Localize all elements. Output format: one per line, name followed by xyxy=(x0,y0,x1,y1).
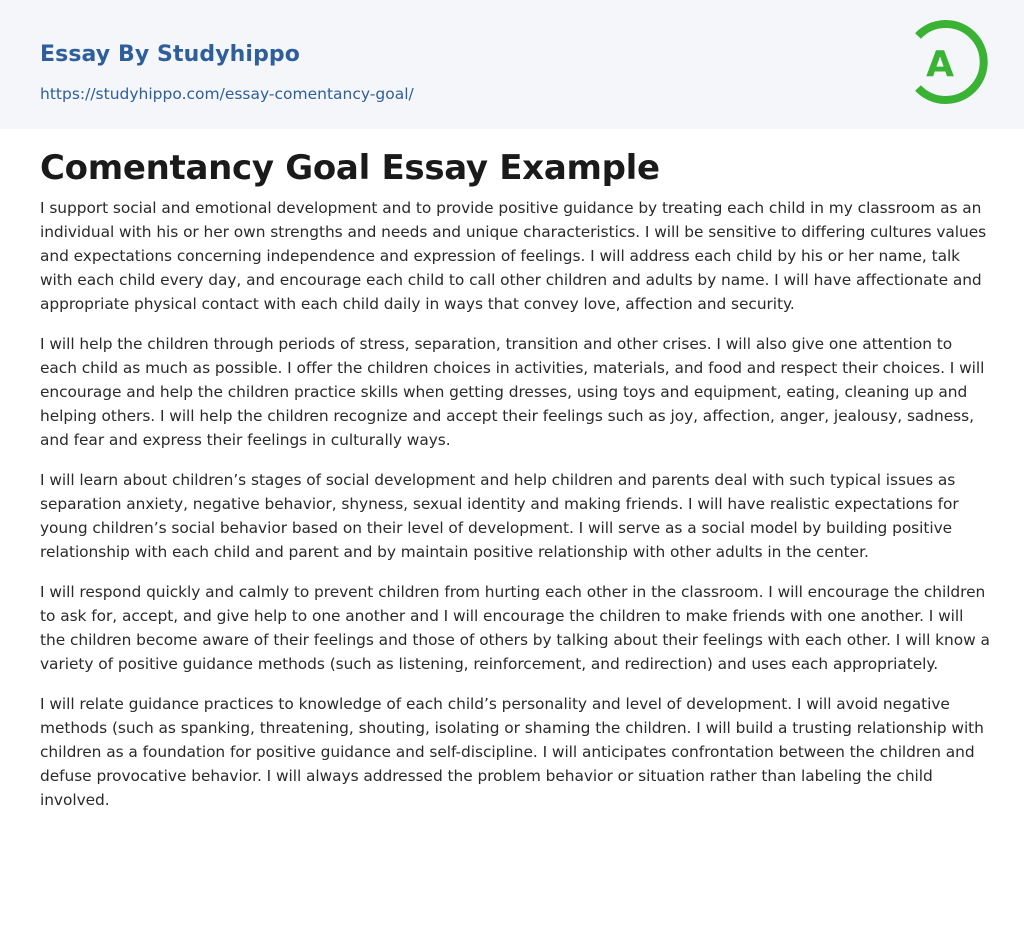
essay-url-link[interactable]: https://studyhippo.com/essay-comentancy-goal/ xyxy=(40,85,414,103)
essay-paragraph-5: I will relate guidance practices to knowledge of each child’s personality and level of development. I will avoid negative methods (such as spanking, threatening, shouting, isolating or shaming the children. I will build a trusting relationship with children as a foundation for positive guidance and self-discipline. I will anticipates confrontation between the children and defuse provocative behavior. I will always addressed the problem behavior or situation rather than labeling the child involved. xyxy=(40,695,984,809)
essay-content xyxy=(40,146,990,828)
logo-a-icon xyxy=(912,18,988,106)
essay-paragraph-1: I support social and emotional development and to provide positive guidance by treating each child in my classroom as an individual with his or her own strengths and needs and unique characteristics. I will be sensitive to differing cultures values and expectations concerning independence and expression of feelings. I will address each child by his or her name, talk with each child every day, and encourage each child to call other children and adults by name. I will have affectionate and appropriate physical contact with each child daily in ways that convey love, affection and security. xyxy=(40,199,987,313)
site-brand-title[interactable]: Essay By Studyhippo xyxy=(40,42,300,67)
essay-paragraph-2: I will help the children through periods of stress, separation, transition and other crises. I will also give one attention to each child as much as possible. I offer the children choices in activities, materials, and food and respect their choices. I will encourage and help the children practice skills when getting dresses, using toys and equipment, eating, cleaning up and helping others. I will help the children recognize and accept their feelings such as joy, affection, anger, jealousy, sadness, and fear and express their feelings in culturally ways. xyxy=(40,335,985,449)
page-title: Comentancy Goal Essay Example xyxy=(40,148,660,188)
essay-paragraph-3: I will learn about children’s stages of social development and help children and parents deal with such typical issues as separation anxiety, negative behavior, shyness, sexual identity and making friends. I will have realistic expectations for young children’s social behavior based on their level of development. I will serve as a social model by building positive relationship with each child and parent and by maintain positive relationship with other adults in the center. xyxy=(40,471,959,561)
svg-text:A: A xyxy=(926,44,954,85)
essay-paragraph-4: I will respond quickly and calmly to prevent children from hurting each other in the classroom. I will encourage the children to ask for, accept, and give help to one another and I will encourage the children to make friends with one another. I will the children become aware of their feelings and those of others by talking about their feelings with each other. I will know a variety of positive guidance methods (such as listening, reinforcement, and redirection) and uses each appropriately. xyxy=(40,583,990,673)
studyhippo-logo[interactable] xyxy=(912,18,988,106)
site-header xyxy=(0,0,1024,129)
